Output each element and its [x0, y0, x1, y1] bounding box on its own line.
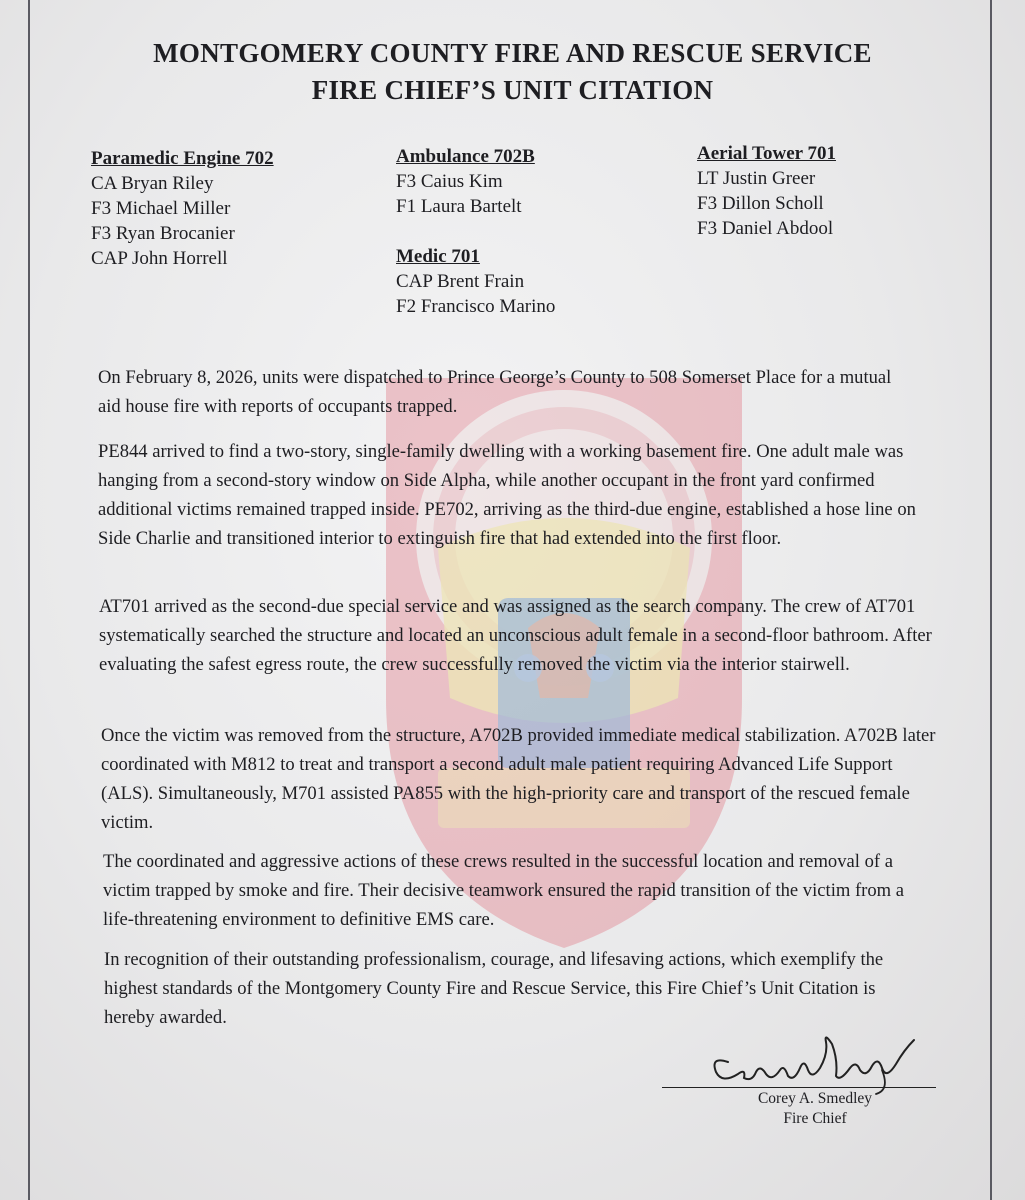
unit-member: F3 Michael Miller: [91, 198, 231, 219]
body-paragraph: AT701 arrived as the second-due special service and was assigned as the search company. The crew of AT701 systematically searched the structure and located an unconscious adult female in a second-floor bathroom. After evaluating the safest egress route, the crew successfully removed the victim via the interior stairwell.: [99, 596, 932, 675]
unit-member: CA Bryan Riley: [91, 173, 214, 194]
unit-aerial-tower-701: [697, 141, 836, 241]
body-paragraph: On February 8, 2026, units were dispatched to Prince George’s County to 508 Somerset Place for a mutual aid house fire with reports of occupants trapped.: [98, 367, 892, 417]
unit-member: F2 Francisco Marino: [396, 296, 556, 317]
unit-name: Ambulance 702B: [396, 146, 535, 167]
unit-medic-701: [396, 244, 555, 319]
unit-member: F3 Daniel Abdool: [697, 218, 834, 239]
body-paragraph: PE844 arrived to find a two-story, single-family dwelling with a working basement fire. One adult male was hanging from a second-story window on Side Alpha, while another occupant in the front yard confirmed additional victims remained trapped inside. PE702, arriving as the third-due engine, established a hose line on Side Charlie and transitioned interior to extinguish fire that had extended into the first floor.: [98, 441, 916, 549]
unit-name: Medic 701: [396, 246, 480, 267]
body-paragraph: Once the victim was removed from the structure, A702B provided immediate medical stabilization. A702B later coordinated with M812 to treat and transport a second adult male patient requiring Advanced Life Support (ALS). Simultaneously, M701 assisted PA855 with the high-priority care and transport of the rescued female victim.: [101, 725, 936, 833]
document-title: MONTGOMERY COUNTY FIRE AND RESCUE SERVICE: [153, 38, 872, 68]
handwritten-signature: [700, 1020, 930, 1095]
signatory-title: Fire Chief: [783, 1110, 847, 1127]
signature-line: [662, 1087, 936, 1088]
unit-member: CAP Brent Frain: [396, 271, 525, 292]
unit-member: F3 Ryan Brocanier: [91, 223, 235, 244]
unit-paramedic-engine-702: [91, 146, 274, 271]
unit-name: Paramedic Engine 702: [91, 148, 274, 169]
unit-member: CAP John Horrell: [91, 248, 228, 269]
unit-name: Aerial Tower 701: [697, 143, 836, 164]
unit-member: F1 Laura Bartelt: [396, 196, 522, 217]
body-paragraph: In recognition of their outstanding professionalism, courage, and lifesaving actions, which exemplify the highest standards of the Montgomery County Fire and Rescue Service, this Fire Chief’s Unit Citation is hereby awarded.: [104, 949, 884, 1028]
signatory-name: Corey A. Smedley: [757, 1090, 873, 1107]
unit-member: LT Justin Greer: [697, 168, 816, 189]
unit-member: F3 Caius Kim: [396, 171, 503, 192]
document-subtitle: FIRE CHIEF’S UNIT CITATION: [311, 75, 714, 105]
body-paragraph: The coordinated and aggressive actions of these crews resulted in the successful location and removal of a victim trapped by smoke and fire. Their decisive teamwork ensured the rapid transition of the victim from a life-threatening environment to definitive EMS care.: [103, 851, 905, 930]
unit-ambulance-702b: [396, 144, 535, 219]
unit-member: F3 Dillon Scholl: [697, 193, 824, 214]
